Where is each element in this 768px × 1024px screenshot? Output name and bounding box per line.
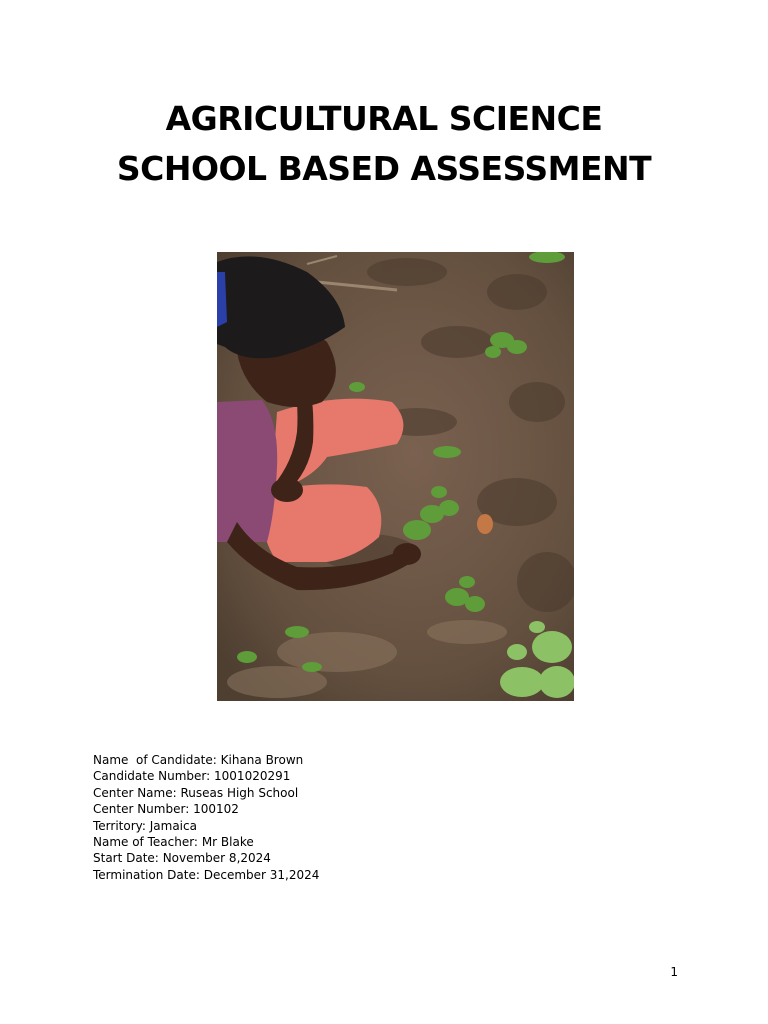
candidate-details — [93, 752, 319, 883]
detail-label: Name of Teacher: — [93, 835, 198, 850]
page-number: 1 — [670, 965, 678, 979]
detail-territory — [93, 818, 319, 834]
detail-center-number — [93, 801, 319, 817]
detail-candidate-name — [93, 752, 319, 768]
detail-label: Center Name: — [93, 785, 177, 800]
detail-label: Termination Date: — [93, 867, 200, 882]
detail-teacher-name — [93, 834, 319, 850]
title-line-1: AGRICULTURAL SCIENCE — [165, 99, 603, 138]
detail-label: Candidate Number: — [93, 769, 211, 784]
detail-label: Territory: — [93, 818, 146, 833]
detail-value: Kihana Brown — [220, 753, 304, 767]
detail-value: December 31,2024 — [203, 867, 320, 882]
cover-photo — [217, 252, 574, 701]
detail-value: 1001020291 — [214, 769, 291, 784]
detail-label: Center Number: — [93, 802, 190, 817]
detail-termination-date — [93, 867, 319, 883]
detail-value: November 8,2024 — [162, 851, 271, 866]
detail-center-name — [93, 785, 319, 801]
detail-value: 100102 — [193, 802, 239, 817]
detail-value: Ruseas High School — [180, 785, 299, 800]
title-line-2: SCHOOL BASED ASSESSMENT — [116, 149, 652, 188]
detail-candidate-number — [93, 768, 319, 784]
document-title — [0, 94, 768, 194]
detail-label: Name of Candidate: — [93, 753, 217, 767]
detail-value: Jamaica — [149, 818, 197, 833]
detail-value: Mr Blake — [201, 835, 254, 850]
detail-label: Start Date: — [93, 851, 159, 866]
detail-start-date — [93, 850, 319, 866]
